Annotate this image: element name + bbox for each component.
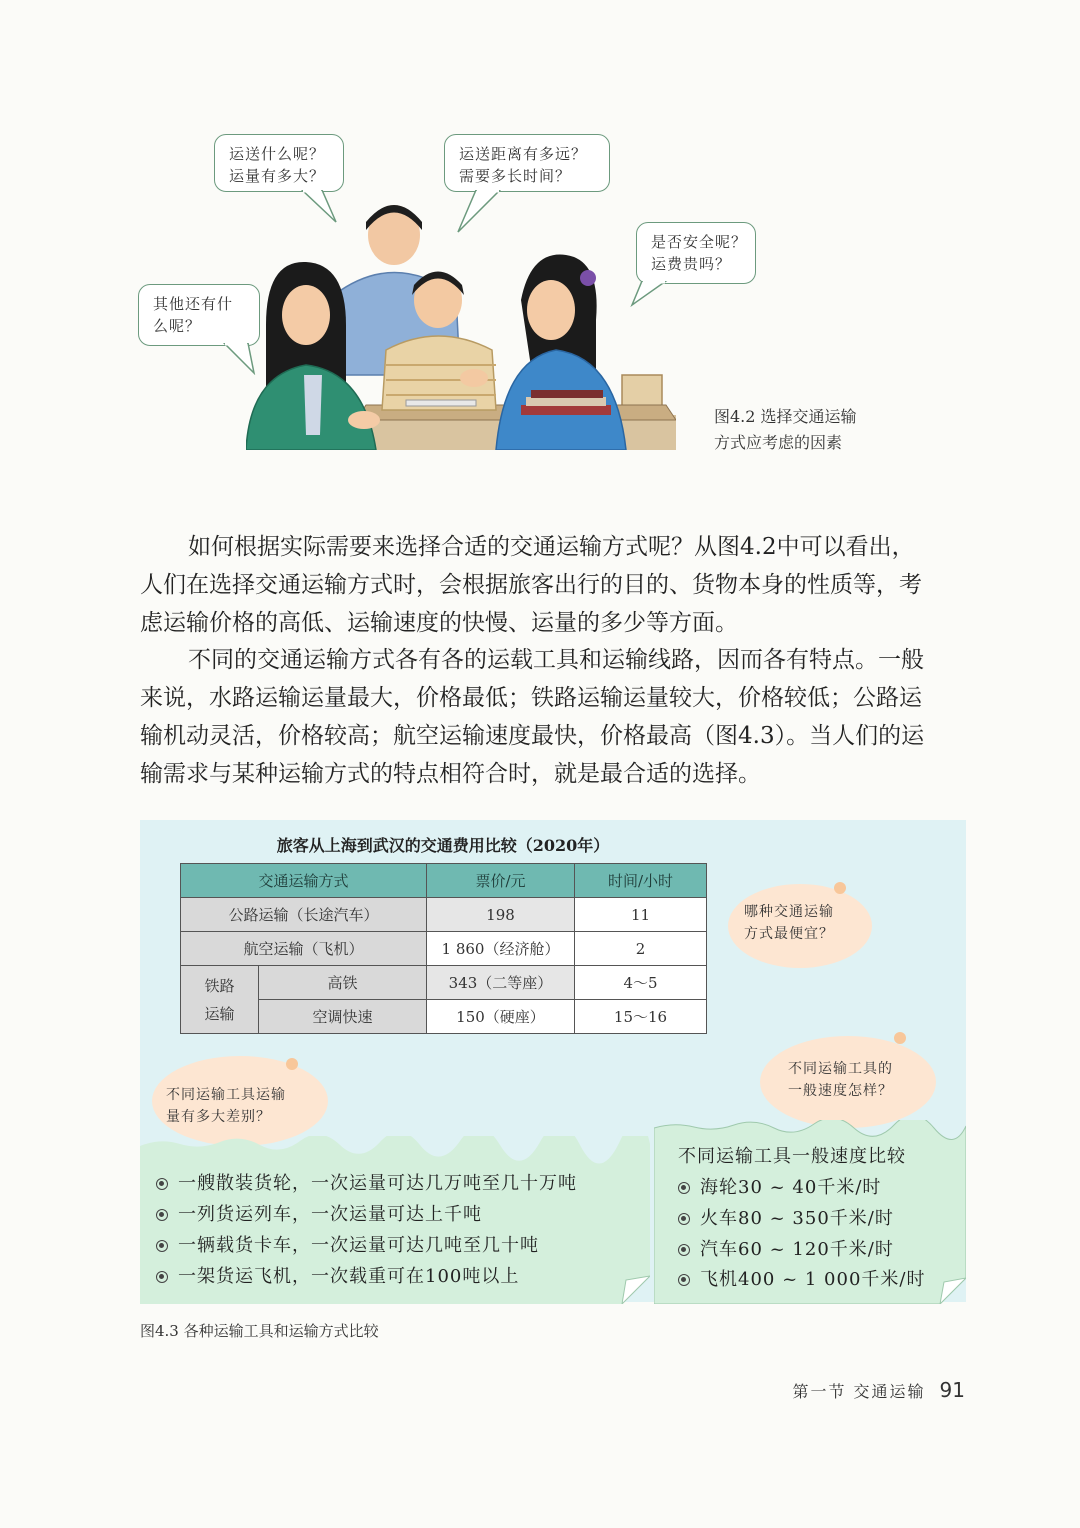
bubble-line: 不同运输工具的 [788,1061,893,1077]
students-discussion-illustration [246,200,676,450]
bubble-line: 哪种交通运输 [744,904,834,920]
header-time: 时间/小时 [575,864,707,898]
circle-bullet-icon [156,1271,168,1283]
capacity-text: 一架货运飞机，一次载重可在100吨以上 [178,1266,520,1287]
fare-comparison-table [180,863,707,1034]
table-header-row [181,864,707,898]
speed-item-car [678,1235,894,1261]
question-bubble-speed [760,1036,936,1128]
bubble-line: 运送距离有多远？ [459,145,588,163]
capacity-text: 一艘散装货轮，一次运量可达几万吨至几十万吨 [178,1173,577,1194]
speech-bubble-what-to-transport [214,134,344,192]
rail-group-line: 运输 [204,1004,235,1023]
speed-item-train [678,1204,894,1230]
caption-line: 方式应考虑的因素 [714,433,843,452]
cell-rail-group [181,966,259,1034]
cell-mode: 高铁 [259,966,427,1000]
speech-bubble-other [138,284,260,346]
table-row [181,898,707,932]
paragraph-line: 虑运输价格的高低、运输速度的快慢、运量的多少等方面。 [140,610,738,636]
speed-box-title: 不同运输工具一般速度比较 [678,1146,906,1167]
bubble-dot [286,1058,298,1070]
figure-4-2-caption [714,404,857,456]
capacity-text: 一列货运列车，一次运量可达上千吨 [178,1204,482,1225]
table-row [181,966,707,1000]
capacity-item-plane [156,1262,519,1288]
capacity-item-train [156,1200,482,1226]
cell-price: 343（二等座） [427,966,575,1000]
cell-price: 150（硬座） [427,1000,575,1034]
figure-4-3-caption: 图4.3 各种运输工具和运输方式比较 [140,1322,379,1340]
bubble-line: 量有多大差别？ [166,1109,271,1125]
cell-price: 198 [427,898,575,932]
bubble-dot [894,1032,906,1044]
cell-mode: 航空运输（飞机） [181,932,427,966]
cell-time: 11 [575,898,707,932]
speed-text: 飞机400 ~ 1 000千米/时 [700,1269,926,1290]
paragraph-line: 人们在选择交通运输方式时，会根据旅客出行的目的、货物本身的性质等，考 [140,572,922,598]
question-bubble-capacity [152,1056,328,1146]
rail-group-line: 铁路 [204,976,235,995]
speed-text: 海轮30 ~ 40千米/时 [700,1177,882,1198]
bubble-line: 方式最便宜？ [744,926,834,942]
capacity-text: 一辆载货卡车，一次运量可达几吨至几十吨 [178,1235,539,1256]
cell-time: 4～5 [575,966,707,1000]
page-footer [792,1378,965,1402]
speech-bubble-distance [444,134,610,192]
paragraph-line: 输需求与某种运输方式的特点相符合时，就是最合适的选择。 [140,761,761,787]
speed-text: 火车80 ~ 350千米/时 [700,1208,894,1229]
capacity-item-ship [156,1169,577,1195]
question-bubble-cheapest [728,884,872,968]
cell-mode: 公路运输（长途汽车） [181,898,427,932]
fare-table-title: 旅客从上海到武汉的交通费用比较（2020年） [276,836,610,855]
circle-bullet-icon [678,1213,690,1225]
caption-line: 图4.2 选择交通运输 [714,407,857,426]
circle-bullet-icon [156,1240,168,1252]
paragraph-line: 不同的交通运输方式各有各的运载工具和运输线路，因而各有特点。一般 [188,647,924,673]
circle-bullet-icon [678,1244,690,1256]
bubble-dot [834,882,846,894]
circle-bullet-icon [156,1209,168,1221]
bubble-line: 运费贵吗？ [651,255,732,273]
table-row [181,1000,707,1034]
bubble-line: 不同运输工具运输 [166,1087,286,1103]
header-mode: 交通运输方式 [181,864,427,898]
speed-text: 汽车60 ~ 120千米/时 [700,1239,894,1260]
paragraph-choosing-transport [140,528,970,642]
bubble-line: 一般速度怎样？ [788,1083,893,1099]
circle-bullet-icon [678,1274,690,1286]
cell-price: 1 860（经济舱） [427,932,575,966]
bubble-line: 是否安全呢？ [651,233,748,251]
paragraph-line: 如何根据实际需要来选择合适的交通运输方式呢？从图4.2中可以看出， [188,534,915,560]
cell-mode: 空调快速 [259,1000,427,1034]
capacity-item-truck [156,1231,539,1257]
bubble-line: 需要多长时间？ [459,167,572,185]
bubble-line: 运送什么呢？ [229,145,326,163]
section-title: 第一节 交通运输 [792,1382,926,1401]
bubble-line: 么呢？ [153,317,202,335]
paragraph-line: 来说，水路运输运量最大，价格最低；铁路运输运量较大，价格较低；公路运 [140,685,922,711]
circle-bullet-icon [678,1182,690,1194]
header-price: 票价/元 [427,864,575,898]
bubble-line: 其他还有什 [153,295,234,313]
bubble-line: 运量有多大？ [229,167,326,185]
cell-time: 15～16 [575,1000,707,1034]
cell-time: 2 [575,932,707,966]
table-row [181,932,707,966]
page-number: 91 [939,1378,965,1402]
paragraph-line: 输机动灵活，价格较高；航空运输速度最快，价格最高（图4.3）。当人们的运 [140,723,925,749]
speed-item-ship [678,1173,881,1199]
speed-item-plane [678,1265,925,1291]
paragraph-transport-characteristics [140,641,970,793]
circle-bullet-icon [156,1178,168,1190]
